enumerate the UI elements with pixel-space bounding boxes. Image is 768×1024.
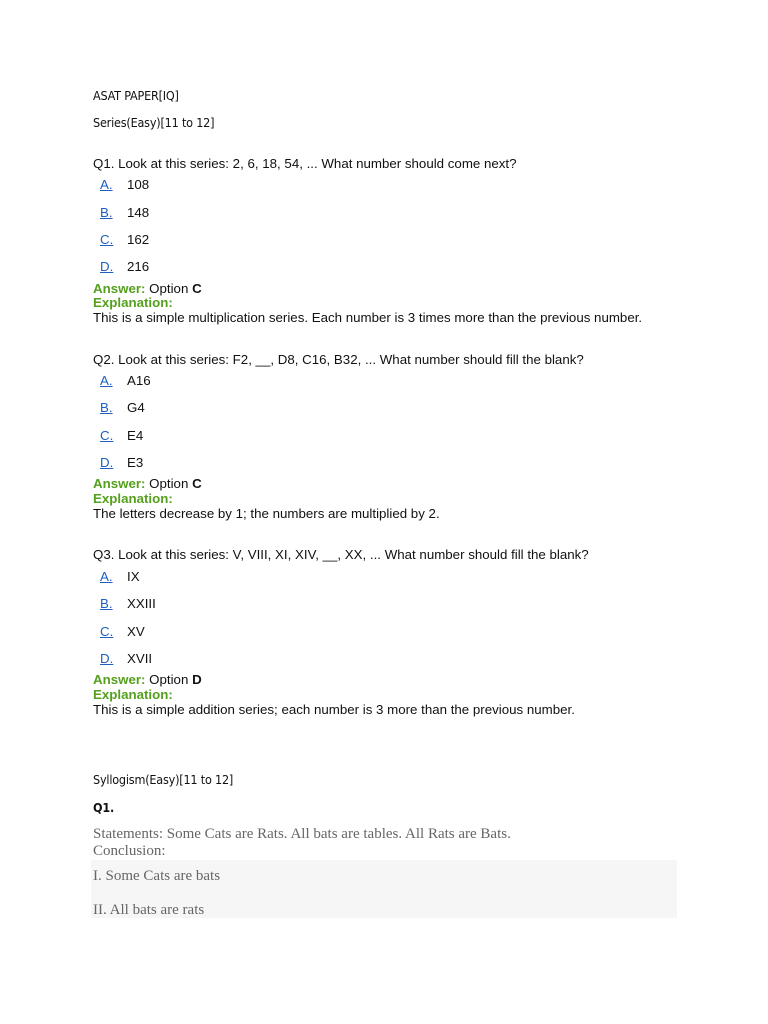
question-3: Q3. Look at this series: V, VIII, XI, XIV, __, XX, ... What number should fill the blank? (93, 547, 589, 562)
q1-option-d[interactable] (100, 259, 149, 274)
q2-option-c[interactable] (100, 428, 143, 443)
option-value: 162 (127, 232, 150, 247)
conclusion-2: II. All bats are rats (93, 902, 205, 918)
option-value: XV (127, 624, 145, 639)
option-word: Option (149, 476, 189, 491)
q1-explanation-label: Explanation: (93, 295, 173, 310)
syllogism-conclusion-label: Conclusion: (93, 843, 166, 859)
q3-answer (93, 672, 202, 687)
option-letter[interactable]: B. (100, 400, 113, 415)
answer-value: C (192, 281, 202, 296)
option-letter[interactable]: B. (100, 205, 113, 220)
section-heading-series: Series(Easy)[11 to 12] (93, 115, 215, 130)
q2-option-d[interactable] (100, 455, 143, 470)
q3-option-c[interactable] (100, 624, 145, 639)
option-value: 108 (127, 177, 150, 192)
option-letter[interactable]: B. (100, 596, 113, 611)
option-value: E3 (127, 455, 144, 470)
option-value: XVII (127, 651, 153, 666)
q2-explanation: The letters decrease by 1; the numbers are multiplied by 2. (93, 506, 440, 521)
option-letter[interactable]: D. (100, 259, 114, 274)
answer-label: Answer: (93, 476, 146, 491)
option-value: IX (127, 569, 140, 584)
section-heading-syllogism: Syllogism(Easy)[11 to 12] (93, 772, 234, 787)
option-value: A16 (127, 373, 151, 388)
option-letter[interactable]: A. (100, 177, 113, 192)
syllogism-statements: Statements: Some Cats are Rats. All bats are tables. All Rats are Bats. (93, 826, 511, 842)
paper-title: ASAT PAPER[IQ] (93, 88, 179, 103)
option-value: 216 (127, 259, 150, 274)
option-letter[interactable]: C. (100, 232, 114, 247)
syllogism-q1-label: Q1. (93, 800, 115, 815)
question-2: Q2. Look at this series: F2, __, D8, C16, B32, ... What number should fill the blank? (93, 352, 584, 367)
question-1: Q1. Look at this series: 2, 6, 18, 54, ... What number should come next? (93, 156, 517, 171)
q1-explanation: This is a simple multiplication series. Each number is 3 times more than the previous number. (93, 310, 643, 325)
option-word: Option (149, 281, 189, 296)
q3-option-d[interactable] (100, 651, 152, 666)
q1-option-a[interactable] (100, 177, 149, 192)
q3-option-b[interactable] (100, 596, 156, 611)
option-letter[interactable]: D. (100, 455, 114, 470)
answer-value: D (192, 672, 202, 687)
option-value: XXIII (127, 596, 156, 611)
option-value: G4 (127, 400, 145, 415)
answer-label: Answer: (93, 672, 146, 687)
option-word: Option (149, 672, 189, 687)
q1-option-c[interactable] (100, 232, 149, 247)
q2-answer (93, 476, 202, 491)
option-letter[interactable]: D. (100, 651, 114, 666)
q1-answer (93, 281, 202, 296)
q2-option-a[interactable] (100, 373, 151, 388)
option-letter[interactable]: C. (100, 428, 114, 443)
option-letter[interactable]: A. (100, 569, 113, 584)
q2-option-b[interactable] (100, 400, 145, 415)
q3-option-a[interactable] (100, 569, 140, 584)
q2-explanation-label: Explanation: (93, 491, 173, 506)
conclusion-1: I. Some Cats are bats (93, 868, 221, 884)
option-letter[interactable]: A. (100, 373, 113, 388)
option-value: E4 (127, 428, 144, 443)
q3-explanation: This is a simple addition series; each number is 3 more than the previous number. (93, 702, 575, 717)
q3-explanation-label: Explanation: (93, 687, 173, 702)
answer-label: Answer: (93, 281, 146, 296)
answer-value: C (192, 476, 202, 491)
q1-option-b[interactable] (100, 205, 149, 220)
option-value: 148 (127, 205, 150, 220)
option-letter[interactable]: C. (100, 624, 114, 639)
